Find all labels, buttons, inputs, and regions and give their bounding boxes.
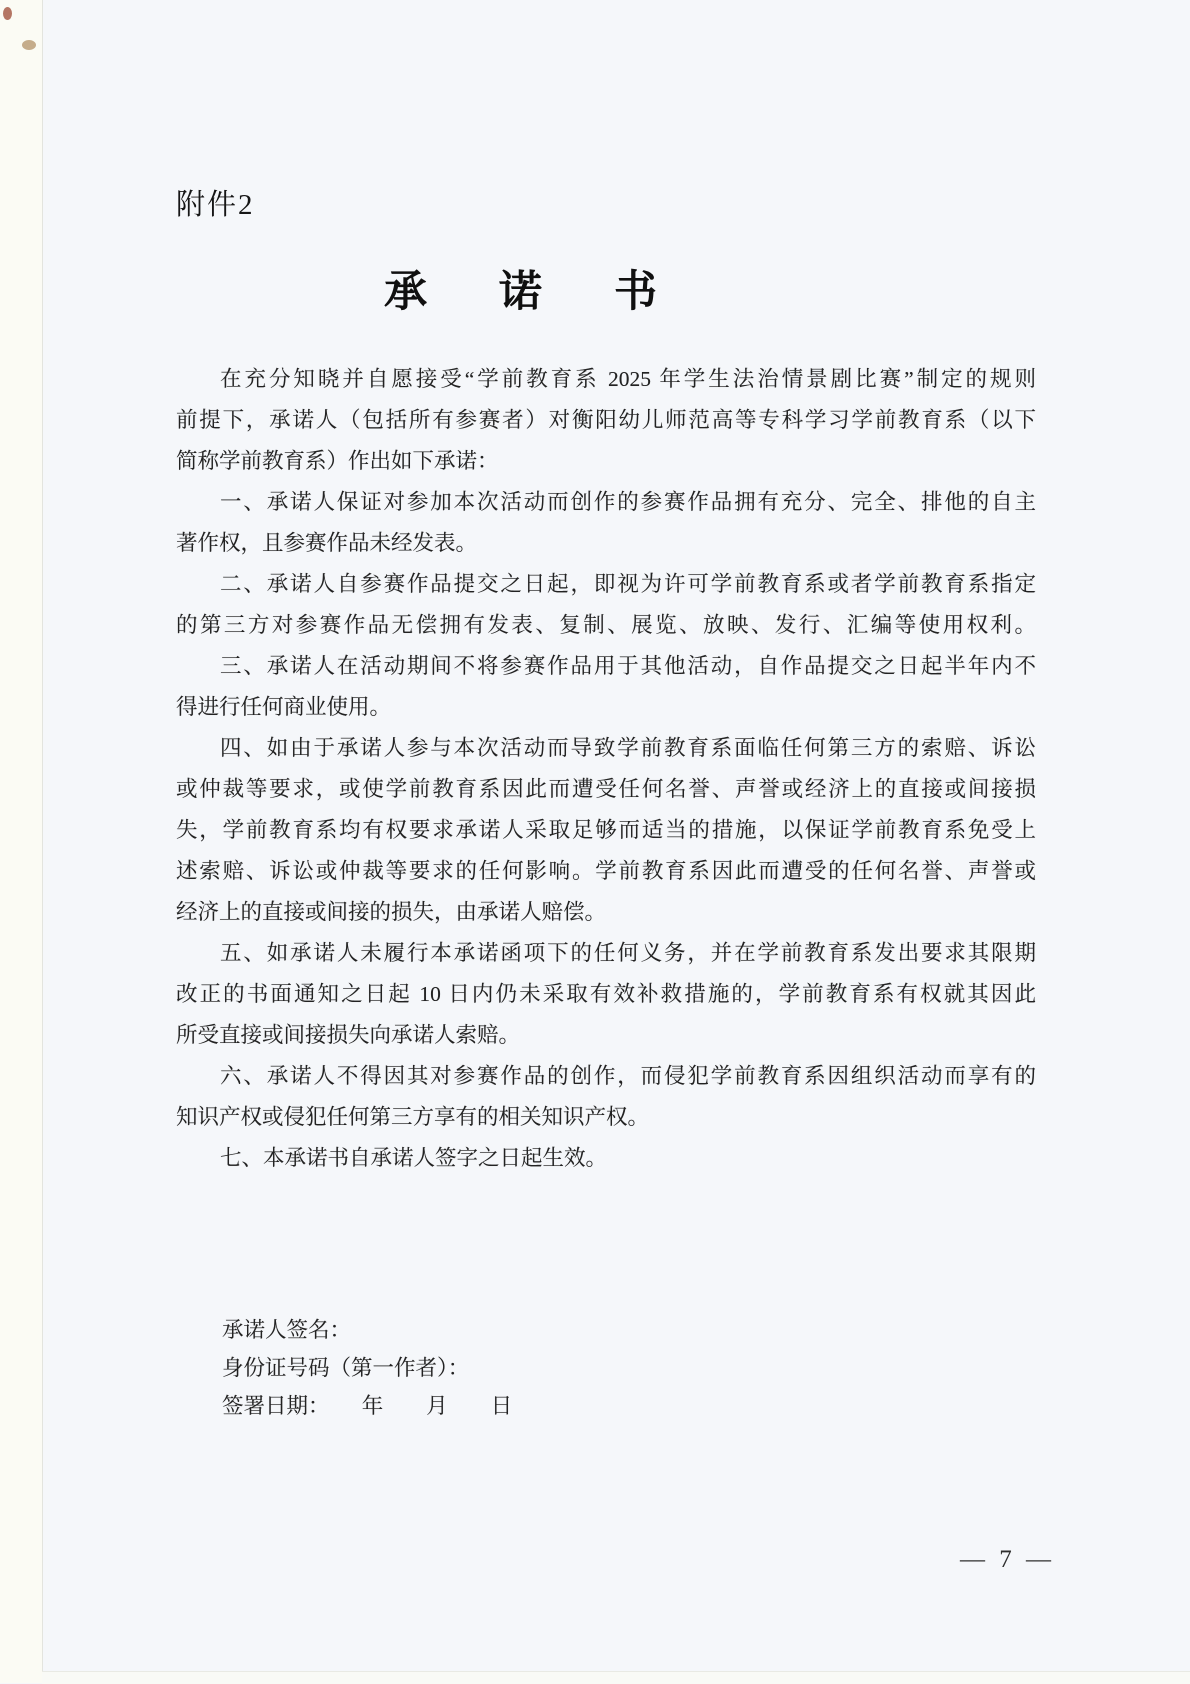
- body-line: 所受直接或间接损失向承诺人索赔。: [176, 1023, 521, 1047]
- body-line: 前提下，承诺人（包括所有参赛者）对衡阳幼儿师范高等专科学习学前教育系（以下: [176, 408, 1036, 432]
- body-line: 述索赔、诉讼或仲裁等要求的任何影响。学前教育系因此而遭受的任何名誉、声誉或: [176, 859, 1036, 883]
- body-line: 经济上的直接或间接的损失，由承诺人赔偿。: [176, 900, 607, 924]
- signature-block: [176, 1311, 1036, 1425]
- id-number-label: 身份证号码（第一作者）：: [222, 1356, 470, 1380]
- body-line: 五、如承诺人未履行本承诺函项下的任何义务，并在学前教育系发出要求其限期: [220, 941, 1036, 965]
- body-line: 的第三方对参赛作品无偿拥有发表、复制、展览、放映、发行、汇编等使用权利。: [176, 613, 1036, 637]
- body-line: 一、承诺人保证对参加本次活动而创作的参赛作品拥有充分、完全、排他的自主: [220, 490, 1036, 514]
- body-line: 知识产权或侵犯任何第三方享有的相关知识产权。: [176, 1105, 650, 1129]
- body-line: 改正的书面通知之日起 10 日内仍未采取有效补救措施的，学前教育系有权就其因此: [176, 982, 1036, 1006]
- document-body: [176, 359, 1036, 1179]
- body-line: 二、承诺人自参赛作品提交之日起，即视为许可学前教育系或者学前教育系指定: [220, 572, 1036, 596]
- signer-name-label: 承诺人签名：: [222, 1318, 352, 1342]
- body-line: 得进行任何商业使用。: [176, 695, 392, 719]
- body-line: 失，学前教育系均有权要求承诺人采取足够而适当的措施，以保证学前教育系免受上: [176, 818, 1036, 842]
- body-line: 六、承诺人不得因其对参赛作品的创作，而侵犯学前教育系因组织活动而享有的: [220, 1064, 1036, 1088]
- page-number: — 7 —: [960, 1546, 1055, 1573]
- body-line: 著作权，且参赛作品未经发表。: [176, 531, 478, 555]
- body-line: 七、本承诺书自承诺人签字之日起生效。: [220, 1146, 608, 1170]
- sign-date-label: 签署日期： 年 月 日: [222, 1394, 513, 1418]
- scan-speck: [22, 40, 36, 50]
- attachment-label: 附件2: [176, 189, 255, 221]
- document-title: 承诺书: [384, 269, 729, 316]
- body-line: 三、承诺人在活动期间不将参赛作品用于其他活动，自作品提交之日起半年内不: [220, 654, 1036, 678]
- body-line: 在充分知晓并自愿接受“学前教育系 2025 年学生法治情景剧比赛”制定的规则: [220, 367, 1036, 391]
- body-line: 四、如由于承诺人参与本次活动而导致学前教育系面临任何第三方的索赔、诉讼: [220, 736, 1036, 760]
- body-line: 或仲裁等要求，或使学前教育系因此而遭受任何名誉、声誉或经济上的直接或间接损: [176, 777, 1036, 801]
- scan-bottom-edge: [42, 1671, 1190, 1684]
- body-line: 简称学前教育系）作出如下承诺：: [176, 449, 499, 473]
- scan-page-edge: [0, 0, 43, 1683]
- document-page: [176, 0, 1036, 1425]
- scan-speck: [3, 7, 12, 20]
